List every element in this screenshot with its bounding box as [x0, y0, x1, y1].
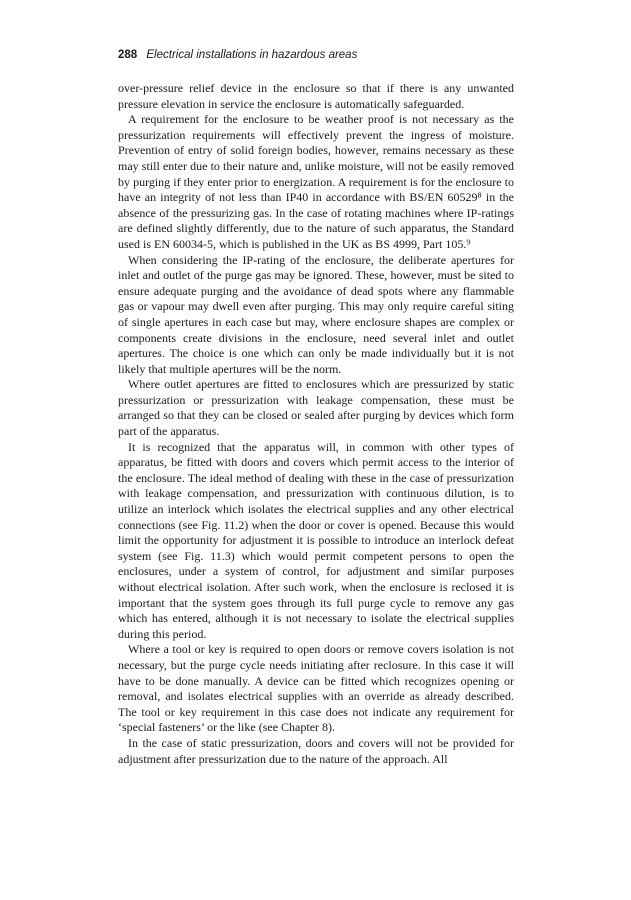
paragraph-doors-covers: It is recognized that the apparatus will, in common with other types of apparatus, be fitted with doors and covers which permit access to the interior of the enclosure. The ideal method of dealing with these in the case of pressurization with leakage compensation, and pressurization with continuous dilution, is to utilize an interlock which isolates the electrical supplies and any other electrical connections (see Fig. 11.2) when the door or cover is opened. Because this would limit the opportunity for adjustment it is possible to introduce an interlock defeat system (see Fig. 11.3) which would permit competent persons to open the enclosures, under a system of control, for adjustment and similar purposes without electrical isolation. After such work, when the enclosure is reclosed it is important that the system goes through its full purge cycle to remove any gas which has entered, although it is not necessary to isolate the electrical supplies during this period. — [118, 439, 514, 641]
paragraph-static-pressurization: In the case of static pressurization, doors and covers will not be provided for adjustment after pressurization due to the nature of the approach. All — [118, 735, 514, 766]
paragraph-continued: over-pressure relief device in the enclosure so that if there is any unwanted pressure elevation in service the enclosure is automatically safeguarded. — [118, 81, 514, 111]
book-title: Electrical installations in hazardous areas — [146, 49, 358, 61]
running-head — [118, 49, 357, 61]
paragraph-outlet-apertures: Where outlet apertures are fitted to enclosures which are pressurized by static pressurization or pressurization with leakage compensation, these must be arranged so that they can be closed or sealed after purging by devices which form part of the apparatus. — [118, 377, 514, 439]
page-number: 288 — [118, 49, 138, 61]
paragraph-tool-key: Where a tool or key is required to open doors or remove covers isolation is not necessary, but the purge cycle needs initiating after reclosure. In this case it will have to be done manually. A device can be fitted which recognizes opening or removal, and isolates electrical supplies with an override as already described. The tool or key requirement in this case does not indicate any requirement for ‘special fasteners’ or the like (see Chapter 8). — [118, 642, 514, 735]
body-text — [118, 81, 514, 767]
paragraph-ip-rating: When considering the IP-rating of the enclosure, the deliberate apertures for inlet and outlet of the purge gas may be ignored. These, however, must be sited to ensure adequate purging and the avoidance of dead spots where any flammable gas or vapour may dwell even after purging. This may only require careful siting of single apertures in each case but may, where enclosure shapes are complex or components create divisions in the enclosure, need several inlet and outlet apertures. The choice is one which can only be made individually but it is not likely that multiple apertures will be the norm. — [118, 252, 514, 376]
paragraph-weather-proof: A requirement for the enclosure to be weather proof is not necessary as the pressurization requirements will effectively prevent the ingress of moisture. Prevention of entry of solid foreign bodies, however, remains necessary as these may still enter due to their nature and, unlike moisture, will not be easily removed by purging if they enter prior to energization. A requirement is for the enclosure to have an integrity of not less than IP40 in accordance with BS/EN 60529⁸ in the absence of the pressurizing gas. In the case of rotating machines where IP-ratings are defined slightly differently, due to the nature of such apparatus, the Standard used is EN 60034-5, which is published in the UK as BS 4999, Part 105.⁹ — [118, 112, 514, 251]
